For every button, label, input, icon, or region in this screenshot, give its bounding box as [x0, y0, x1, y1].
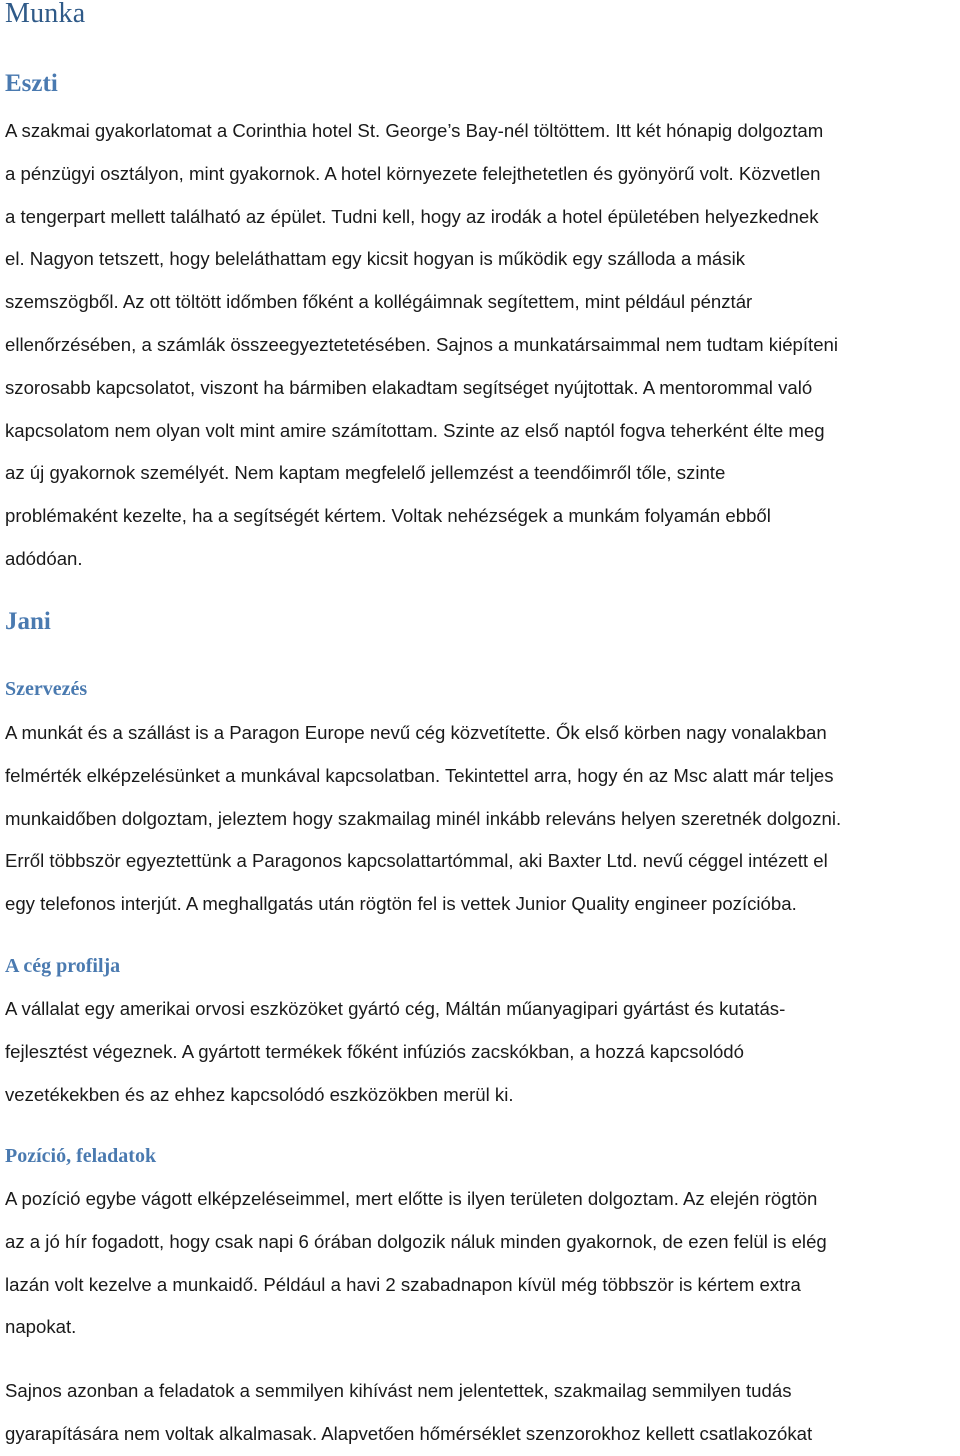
text-line: adódóan.	[5, 547, 83, 569]
heading-ceg-profilja: A cég profilja	[5, 955, 121, 977]
text-line: az új gyakornok személyét. Nem kaptam megfelelő jellemzést a teendőimről tőle, szinte	[5, 462, 726, 484]
paragraph-pozicio	[5, 1178, 960, 1349]
text-line: lazán volt kezelve a munkaidő. Például a havi 2 szabadnapon kívül még többször is kértem extra	[5, 1273, 801, 1295]
text-line: Erről többször egyeztettünk a Paragonos kapcsolattartómmal, aki Baxter Ltd. nevű céggel intézett el	[5, 850, 828, 872]
paragraph-ceg-profilja	[5, 988, 960, 1116]
text-line: A pozíció egybe vágott elképzeléseimmel, mert előtte is ilyen területen dolgoztam. Az elején rögtön	[5, 1188, 818, 1209]
text-line: a pénzügyi osztályon, mint gyakornok. A hotel környezete felejthetetlen és gyönyörű volt. Közvetlen	[5, 162, 821, 184]
text-line: A munkát és a szállást is a Paragon Europe nevű cég közvetítette. Ők első körben nagy vonalakban	[5, 722, 827, 743]
text-line: vezetékekben és az ehhez kapcsolódó eszközökben merül ki.	[5, 1083, 514, 1105]
heading-eszti: Eszti	[5, 70, 58, 97]
text-line: kapcsolatom nem olyan volt mint amire számítottam. Szinte az első naptól fogva teherként élte meg	[5, 419, 825, 441]
heading-szervezes: Szervezés	[5, 678, 88, 700]
text-line: Sajnos azonban a feladatok a semmilyen kihívást nem jelentettek, szakmailag semmilyen tudás	[5, 1380, 792, 1401]
text-line: munkaidőben dolgoztam, jeleztem hogy szakmailag minél inkább releváns helyen szeretnék dolgozni.	[5, 807, 842, 829]
paragraph-pozicio-2	[5, 1370, 960, 1456]
text-line: A vállalat egy amerikai orvosi eszközöket gyártó cég, Máltán műanyagipari gyártást és kutatás-	[5, 998, 786, 1019]
text-line: napokat.	[5, 1316, 77, 1338]
text-line: gyarapítására nem voltak alkalmasak. Alapvetően hőmérséklet szenzorokhoz kellett csatlakozókat	[5, 1422, 813, 1444]
text-line: szemszögből. Az ott töltött időmben főként a kollégáimnak segítettem, mint például pénztár	[5, 291, 753, 313]
paragraph-eszti	[5, 110, 960, 581]
text-line: egy telefonos interjút. A meghallgatás után rögtön fel is vettek Junior Quality engineer pozícióba.	[5, 893, 797, 915]
text-line: felmérték elképzelésünket a munkával kapcsolatban. Tekintettel arra, hogy én az Msc alatt már teljes	[5, 764, 834, 786]
text-line: a tengerpart mellett található az épület. Tudni kell, hogy az irodák a hotel épületében helyezkednek	[5, 205, 819, 227]
text-line: szorosabb kapcsolatot, viszont ha bármiben elakadtam segítséget nyújtottak. A mentorommal való	[5, 376, 813, 398]
text-line: az a jó hír fogadott, hogy csak napi 6 órában dolgozik náluk minden gyakornok, de ezen felül is elég	[5, 1230, 827, 1252]
page-title: Munka	[5, 0, 86, 29]
text-line: A szakmai gyakorlatomat a Corinthia hotel St. George’s Bay-nél töltöttem. Itt két hónapig dolgoztam	[5, 120, 824, 141]
text-line: fejlesztést végeznek. A gyártott termékek főként infúziós zacskókban, a hozzá kapcsolódó	[5, 1040, 744, 1062]
text-line: el. Nagyon tetszett, hogy beleláthattam egy kicsit hogyan is működik egy szálloda a másik	[5, 248, 746, 270]
text-line: problémaként kezelte, ha a segítségét kértem. Voltak nehézségek a munkám folyamán ebből	[5, 505, 771, 527]
heading-pozicio: Pozíció, feladatok	[5, 1145, 157, 1167]
text-line: ellenőrzésében, a számlák összeegyeztetetésében. Sajnos a munkatársaimmal nem tudtam kiépíteni	[5, 333, 839, 355]
paragraph-szervezes	[5, 712, 960, 926]
heading-jani: Jani	[5, 608, 51, 635]
